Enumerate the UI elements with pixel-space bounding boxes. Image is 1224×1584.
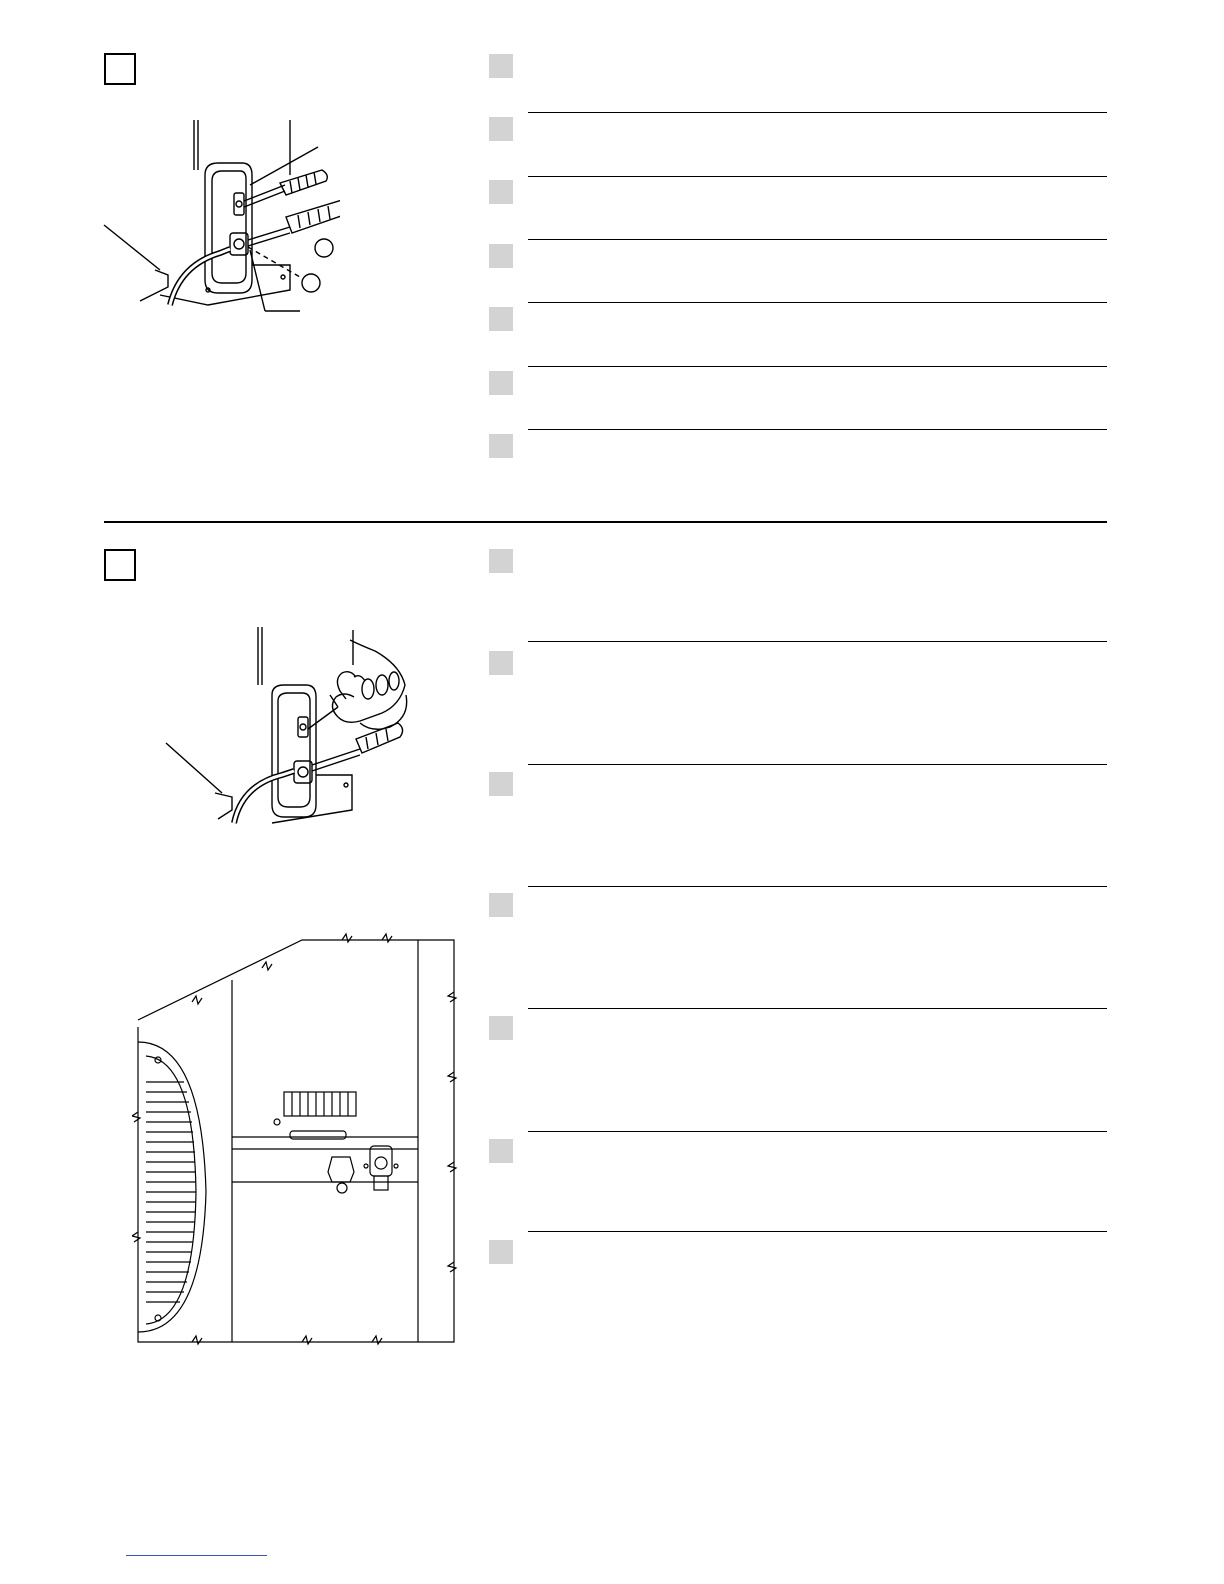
step-marker-1-7 xyxy=(489,434,513,458)
step-marker-2-2 xyxy=(489,651,513,675)
section-1-number-box xyxy=(104,53,136,85)
outdoor-unit-panel-illustration xyxy=(132,932,462,1347)
step-marker-2-4 xyxy=(489,893,513,917)
step-separator xyxy=(528,1231,1107,1232)
step-separator xyxy=(528,1008,1107,1009)
step-marker-1-1 xyxy=(489,54,513,78)
step-marker-2-7 xyxy=(489,1240,513,1264)
step-marker-1-6 xyxy=(489,371,513,395)
step-marker-1-4 xyxy=(489,244,513,268)
step-marker-1-2 xyxy=(489,117,513,141)
step-separator xyxy=(528,176,1107,177)
step-separator xyxy=(528,641,1107,642)
step-marker-2-3 xyxy=(489,772,513,796)
step-separator xyxy=(528,1131,1107,1132)
service-valve-illustration xyxy=(100,115,340,315)
step-separator xyxy=(528,112,1107,113)
section-divider xyxy=(104,521,1107,523)
footer-link-underline[interactable] xyxy=(126,1555,267,1556)
step-marker-2-1 xyxy=(489,549,513,573)
section-2-number-box xyxy=(104,549,136,581)
step-separator xyxy=(528,239,1107,240)
step-marker-2-5 xyxy=(489,1016,513,1040)
step-separator xyxy=(528,302,1107,303)
step-separator xyxy=(528,764,1107,765)
step-marker-1-5 xyxy=(489,307,513,331)
valve-operation-illustration xyxy=(160,625,410,825)
step-separator xyxy=(528,429,1107,430)
step-marker-1-3 xyxy=(489,180,513,204)
step-separator xyxy=(528,886,1107,887)
step-separator xyxy=(528,366,1107,367)
step-marker-2-6 xyxy=(489,1139,513,1163)
